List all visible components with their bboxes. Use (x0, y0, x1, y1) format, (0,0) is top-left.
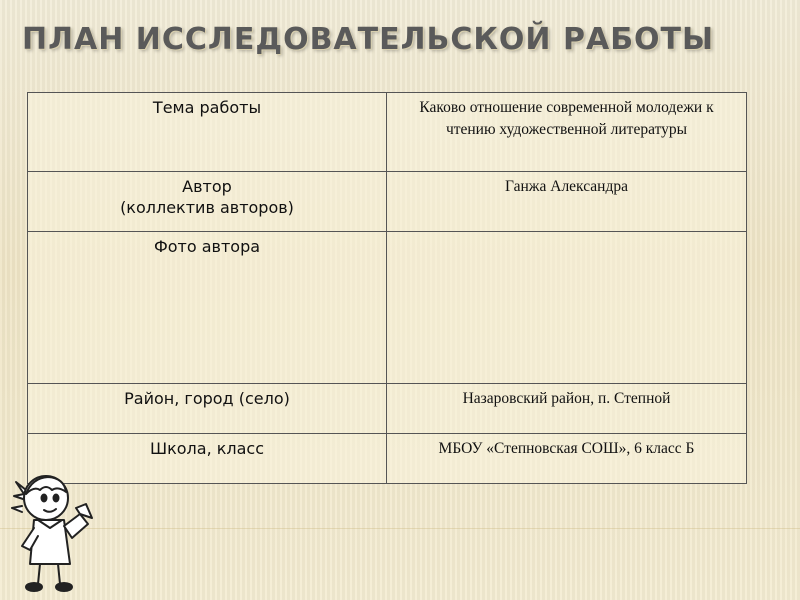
author-label (28, 172, 387, 232)
slide-title: ПЛАН ИССЛЕДОВАТЕЛЬСКОЙ РАБОТЫ (22, 22, 715, 57)
plan-table (27, 92, 747, 484)
photo-label: Фото автора (28, 232, 387, 384)
district-label: Район, город (село) (28, 384, 387, 434)
author-label-line2: (коллектив авторов) (120, 198, 294, 217)
topic-label: Тема работы (28, 93, 387, 172)
table-row (28, 232, 747, 384)
school-value: МБОУ «Степновская СОШ», 6 класс Б (387, 434, 747, 484)
table-row (28, 384, 747, 434)
table-row (28, 172, 747, 232)
reading-girl-icon (8, 468, 98, 598)
photo-value (387, 232, 747, 384)
table-row (28, 93, 747, 172)
table-row (28, 434, 747, 484)
floor-line (0, 528, 800, 529)
author-label-line1: Автор (182, 177, 232, 196)
topic-value: Каково отношение современной молодежи к чтению художественной литературы (387, 93, 747, 172)
author-value: Ганжа Александра (387, 172, 747, 232)
district-value: Назаровский район, п. Степной (387, 384, 747, 434)
school-label: Школа, класс (28, 434, 387, 484)
